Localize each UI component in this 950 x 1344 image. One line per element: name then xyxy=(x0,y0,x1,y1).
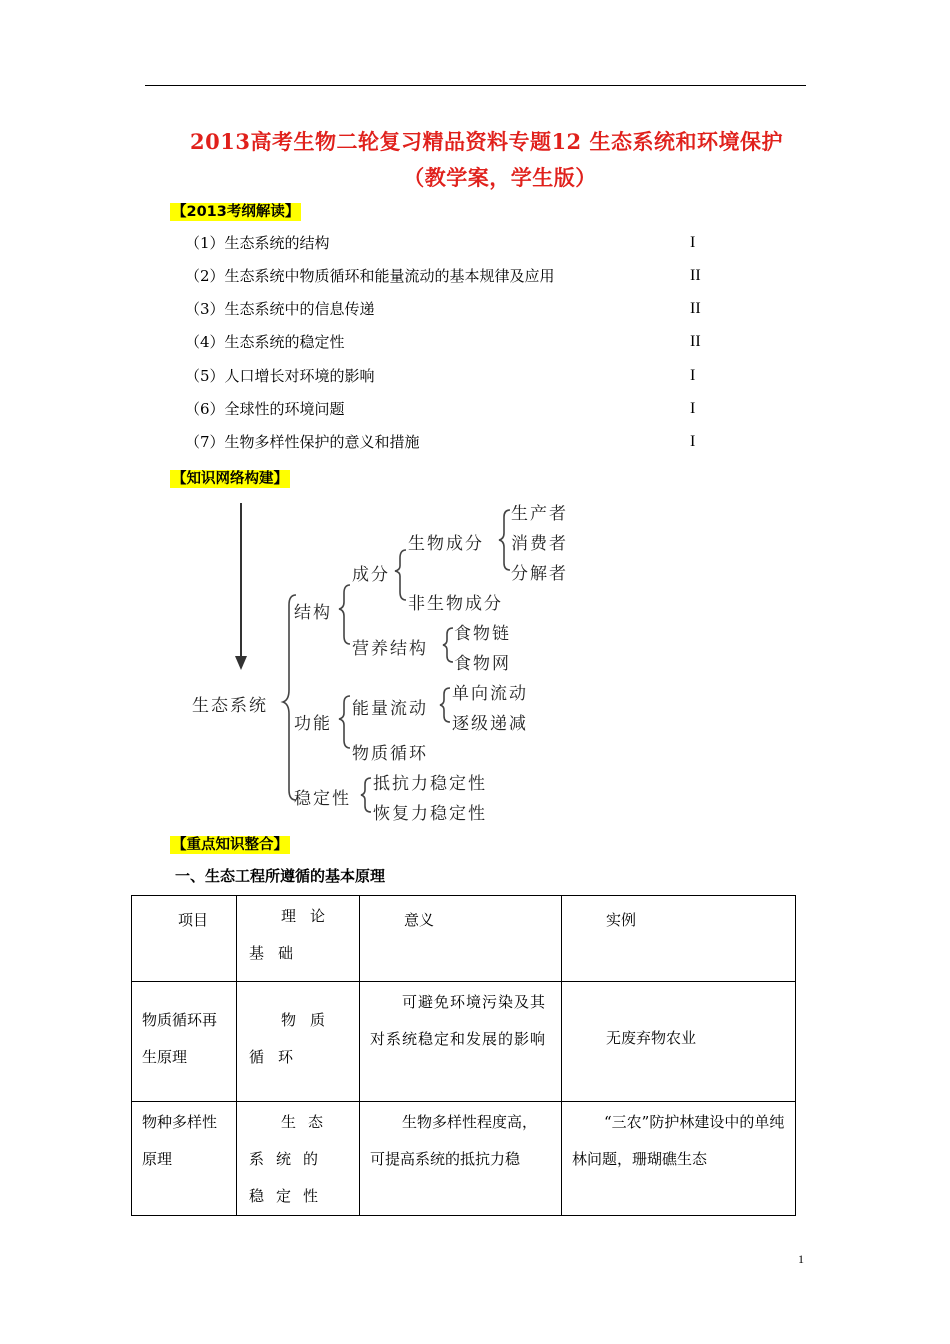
mindmap-resilience: 恢复力稳定性 xyxy=(373,804,487,824)
mindmap-root: 生态系统 xyxy=(192,696,268,716)
mindmap-decomposer: 分解者 xyxy=(511,564,568,584)
mindmap-energy-flow: 能量流动 xyxy=(352,699,428,719)
requirement-text: （1）生态系统的结构 xyxy=(185,234,330,252)
mindmap-producer: 生产者 xyxy=(511,504,568,524)
table-cell: “三农”防护林建设中的单纯林问题，珊瑚礁生态 xyxy=(562,1102,796,1216)
header-cell: 意义 xyxy=(360,896,562,982)
requirement-text: （2）生态系统中物质循环和能量流动的基本规律及应用 xyxy=(185,267,555,285)
table-cell: 可避免环境污染及其对系统稳定和发展的影响 xyxy=(360,982,562,1102)
brace-root xyxy=(283,595,296,800)
table-cell: 生物多样性程度高，可提高系统的抵抗力稳 xyxy=(360,1102,562,1216)
mindmap-nonbio: 非生物成分 xyxy=(408,594,503,614)
arrow-head xyxy=(235,656,247,670)
brace-structure xyxy=(339,585,350,644)
requirement-text: （6）全球性的环境问题 xyxy=(185,400,345,418)
requirement-level: I xyxy=(690,234,696,251)
mindmap-matter-cycle: 物质循环 xyxy=(352,744,428,764)
brace-bio xyxy=(499,510,510,570)
mindmap-resistance: 抵抗力稳定性 xyxy=(373,774,487,794)
mindmap-consumer: 消费者 xyxy=(511,534,568,554)
mindmap-bio-components: 生物成分 xyxy=(408,534,484,554)
requirement-text: （5）人口增长对环境的影响 xyxy=(185,367,375,385)
requirement-level: II xyxy=(690,267,701,284)
brace-trophic xyxy=(443,628,453,662)
mindmap-one-way: 单向流动 xyxy=(452,684,528,704)
requirement-text: （4）生态系统的稳定性 xyxy=(185,333,345,351)
header-cell: 理论基础 xyxy=(237,896,360,982)
principles-table xyxy=(131,895,796,1216)
requirement-level: I xyxy=(690,400,696,417)
requirement-level: I xyxy=(690,433,696,450)
brace-energy xyxy=(440,688,450,722)
table-row xyxy=(132,1102,796,1216)
mindmap-food-chain: 食物链 xyxy=(454,624,511,644)
table-cell: 生态系统的稳定性 xyxy=(237,1102,360,1216)
page-subtitle: （教学案，学生版） xyxy=(403,165,597,190)
brace-function xyxy=(339,696,350,748)
table-cell: 无废弃物农业 xyxy=(562,982,796,1102)
mindmap-food-web: 食物网 xyxy=(454,654,511,674)
requirement-text: （3）生态系统中的信息传递 xyxy=(185,300,375,318)
mindmap-decreasing: 逐级递减 xyxy=(452,714,528,734)
table-header-row xyxy=(132,896,796,982)
heading-principles: 一、生态工程所遵循的基本原理 xyxy=(175,867,386,885)
section-key-points xyxy=(170,833,290,854)
page-title: 2013高考生物二轮复习精品资料专题12 生态系统和环境保护 xyxy=(190,129,783,154)
mindmap-function: 功能 xyxy=(294,714,332,734)
brace-components xyxy=(395,550,406,600)
table-cell: 物种多样性原理 xyxy=(132,1102,237,1216)
mindmap-trophic: 营养结构 xyxy=(352,639,428,659)
brace-stability xyxy=(361,778,371,812)
table-row xyxy=(132,982,796,1102)
mindmap-components: 成分 xyxy=(352,565,390,585)
header-cell: 项目 xyxy=(132,896,237,982)
table-cell: 物质循环 xyxy=(237,982,360,1102)
requirement-level: I xyxy=(690,367,696,384)
header-cell: 实例 xyxy=(562,896,796,982)
requirement-level: II xyxy=(690,333,701,350)
mindmap-structure: 结构 xyxy=(294,603,332,623)
section-syllabus-label: 【2013考纲解读】 xyxy=(172,204,300,220)
section-key-points-label: 【重点知识整合】 xyxy=(172,837,288,853)
mindmap-stability: 稳定性 xyxy=(294,789,351,809)
section-knowledge-map-label: 【知识网络构建】 xyxy=(172,471,288,487)
table-cell: 物质循环再生原理 xyxy=(132,982,237,1102)
page-number: 1 xyxy=(798,1252,804,1266)
requirement-text: （7）生物多样性保护的意义和措施 xyxy=(185,433,420,451)
requirement-level: II xyxy=(690,300,701,317)
